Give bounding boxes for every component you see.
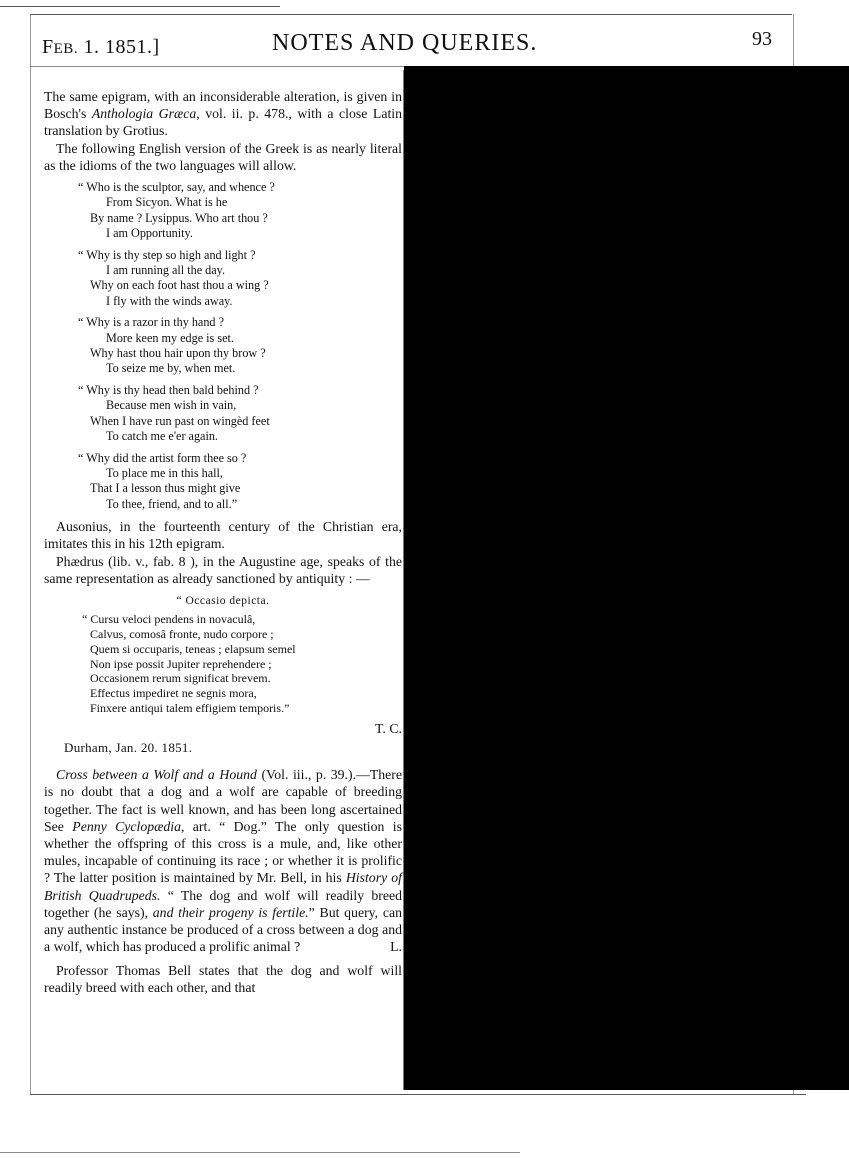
header-rule-top [30, 14, 792, 15]
latin-line: Non ipse possit Jupiter reprehendere ; [90, 656, 272, 671]
verse-line: “ Why is a razor in thy hand ? [78, 315, 224, 330]
verse-line: By name ? Lysippus. Who art thou ? [90, 210, 268, 225]
verse-stanza [44, 383, 402, 445]
verse-line: Why on each foot hast thou a wing ? [90, 278, 269, 293]
header-date: FEB. 1. 1851.] [42, 36, 160, 58]
bottom-rule [30, 1094, 806, 1095]
verse-line: Why hast thou hair upon thy brow ? [90, 346, 266, 361]
latin-verse [44, 612, 402, 716]
verse-stanza [44, 315, 402, 377]
verse-line: “ Why is thy step so high and light ? [78, 247, 256, 262]
verse-stanza [44, 248, 402, 310]
cross-paragraph: Cross between a Wolf and a Hound (Vol. iii., p. 39.).—There is no doubt that a dog and a wolf are capable of breeding together. The fact is well known, and has been long ascertained See Penny Cyclopædia, art. “ Dog.” The only question is whether the offspring of this cross is a mule, and, like other mules, incapable of continuing its race ; or whether it is prolific ? The latter position is maintained by Mr. Bell, in his History of British Quadrupeds. “ The dog and wolf will readily breed together (he says), and their progeny is fertile.” But query, can any authentic instance be produced of a cross between a dog and a wolf, which has produced a prolific animal ? [44, 767, 402, 955]
latin-line: Effectus impediret ne segnis mora, [90, 686, 257, 701]
verse-line: To catch me e'er again. [106, 429, 218, 444]
place-date: Durham, Jan. 20. 1851. [64, 739, 193, 755]
latin-line: “ Cursu veloci pendens in novaculâ, [82, 612, 256, 627]
verse-line: More keen my edge is set. [106, 330, 234, 345]
intro-paragraph: The same epigram, with an inconsiderable alteration, is given in Bosch's Anthologia Græca, vol. ii. p. 478., with a close Latin translation by Grotius. [44, 89, 403, 139]
journal-title: NOTES AND QUERIES. [272, 30, 538, 56]
verse-line: I am running all the day. [106, 263, 226, 278]
phaedrus-paragraph: Phædrus (lib. v., fab. 8 ), in the Augustine age, speaks of the same representation as already sanctioned by antiquity : — [44, 553, 402, 586]
top-rule [0, 6, 280, 7]
verse-line: “ Why did the artist form thee so ? [78, 450, 247, 465]
verse-line: I am Opportunity. [106, 226, 193, 241]
verse-line: To seize me by, when met. [106, 361, 236, 376]
english-verse [44, 180, 402, 512]
verse-line: “ Who is the sculptor, say, and whence ? [78, 180, 275, 195]
redacted-column [404, 66, 849, 1090]
verse-line: “ Why is thy head then bald behind ? [78, 382, 259, 397]
intro-paragraph-2: The following English version of the Greek is as nearly literal as the idioms of the two languages will allow. [44, 140, 402, 173]
verse-line: To thee, friend, and to all.” [106, 496, 238, 511]
left-column [44, 88, 402, 996]
latin-title: “ Occasio depicta. [176, 594, 270, 607]
verse-line: Because men wish in vain, [106, 398, 237, 413]
latin-line: Quem si occuparis, teneas ; elapsum semel [90, 641, 296, 656]
bell-paragraph: Professor Thomas Bell states that the dog and wolf will readily breed with each other, and that [44, 962, 402, 995]
latin-line: Calvus, comosâ fronte, nudo corpore ; [90, 626, 274, 641]
verse-line: I fly with the winds away. [106, 293, 233, 308]
footer-rule [0, 1152, 520, 1153]
verse-line: From Sicyon. What is he [106, 195, 228, 210]
latin-line: Occasionem rerum significat brevem. [90, 671, 271, 686]
verse-stanza [44, 451, 402, 513]
page-number: 93 [752, 28, 772, 50]
signature: T. C. [375, 720, 402, 736]
latin-line: Finxere antiqui talem effigiem temporis.” [90, 700, 290, 715]
cross-signature: L. [390, 939, 402, 955]
verse-line: To place me in this hall, [106, 465, 223, 480]
verse-line: That I a lesson thus might give [90, 481, 241, 496]
ausonius-paragraph: Ausonius, in the fourteenth century of the Christian era, imitates this in his 12th epigram. [44, 519, 402, 552]
verse-line: When I have run past on wingèd feet [90, 413, 270, 428]
verse-stanza [44, 180, 402, 242]
